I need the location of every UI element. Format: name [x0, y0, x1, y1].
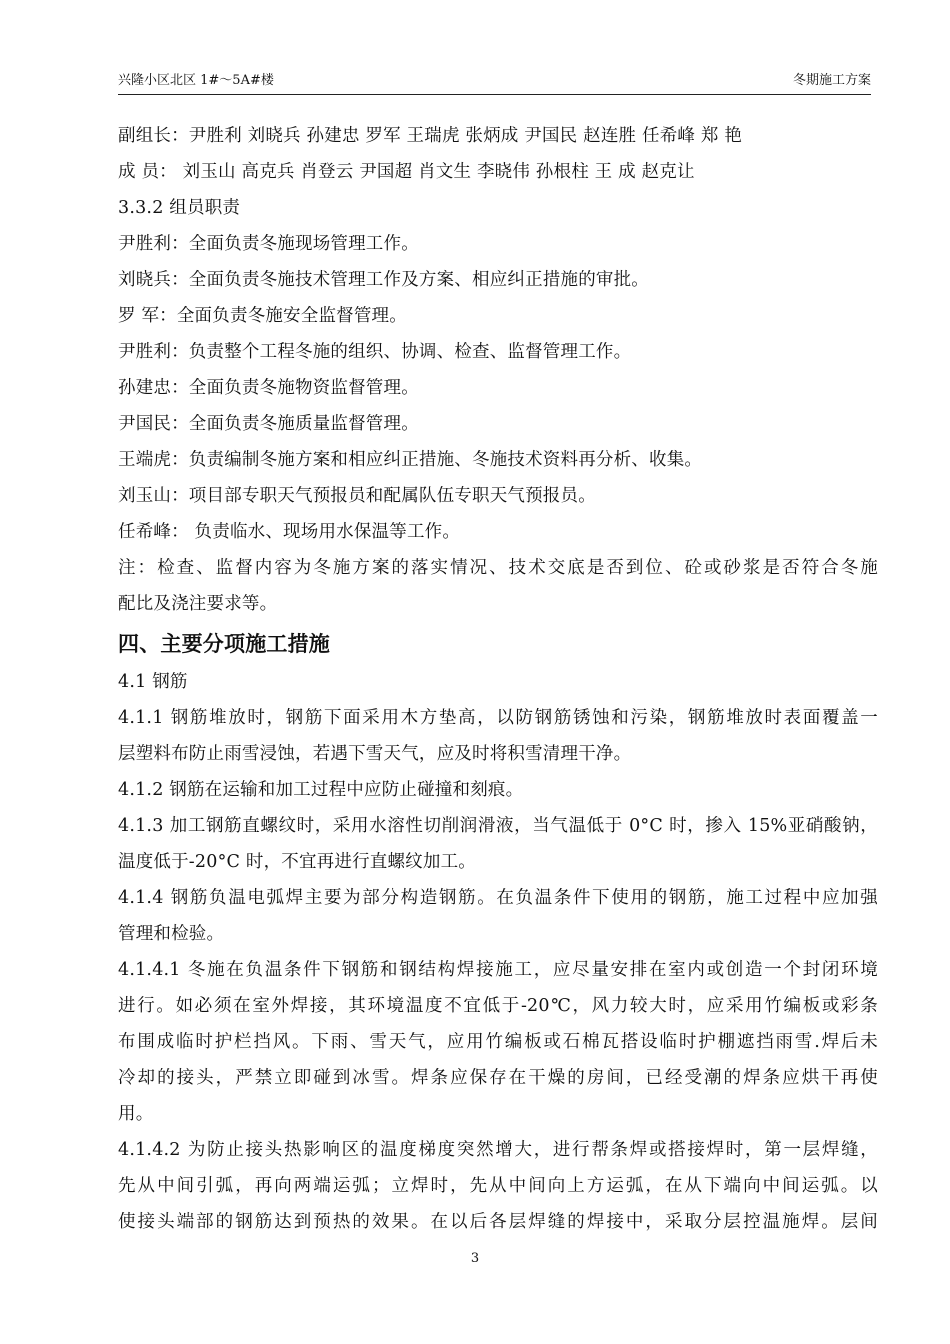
text-line: 布围成临时护栏挡风。下雨、雪天气，应用竹编板或石棉瓦搭设临时护棚遮挡雨雪.焊后未: [118, 1032, 878, 1052]
text-line: 温度低于-20°C 时，不宜再进行直螺纹加工。: [118, 852, 476, 872]
text-line: 刘晓兵：全面负责冬施技术管理工作及方案、相应纠正措施的审批。: [118, 270, 649, 290]
text-line: 4.1.4.2 为防止接头热影响区的温度梯度突然增大，进行帮条焊或搭接焊时，第一层焊缝，: [118, 1140, 878, 1160]
text-line: 管理和检验。: [118, 924, 225, 944]
text-line: 4.1.3 加工钢筋直螺纹时，采用水溶性切削润滑液，当气温低于 0°C 时，掺入 15%亚硝酸钠，: [118, 816, 878, 836]
text-line: 4.1.4.1 冬施在负温条件下钢筋和钢结构焊接施工，应尽量安排在室内或创造一个封闭环境: [118, 960, 878, 980]
text-line: 孙建忠：全面负责冬施物资监督管理。: [118, 378, 419, 398]
text-line: 4.1 钢筋: [118, 672, 188, 692]
text-line: 成 员： 刘玉山 高克兵 肖登云 尹国超 肖文生 李晓伟 孙根柱 王 成 赵克让: [118, 162, 695, 182]
text-line: 4.1.1 钢筋堆放时，钢筋下面采用木方垫高，以防钢筋锈蚀和污染，钢筋堆放时表面覆盖一: [118, 708, 878, 728]
header-project-name: 兴隆小区北区 1#～5A#楼: [118, 73, 274, 88]
text-line: 王端虎：负责编制冬施方案和相应纠正措施、冬施技术资料再分析、收集。: [118, 450, 703, 470]
text-line: 尹胜利：全面负责冬施现场管理工作。: [118, 234, 419, 254]
text-line: 配比及浇注要求等。: [118, 594, 278, 614]
header-document-title: 冬期施工方案: [792, 73, 871, 88]
text-line: 副组长：尹胜利 刘晓兵 孙建忠 罗军 王瑞虎 张炳成 尹国民 赵连胜 任希峰 郑 艳: [118, 126, 743, 146]
text-line: 进行。如必须在室外焊接，其环境温度不宜低于-20℃，风力较大时，应采用竹编板或彩条: [118, 996, 878, 1016]
text-line: 尹胜利：负责整个工程冬施的组织、协调、检查、监督管理工作。: [118, 342, 632, 362]
text-line: 任希峰： 负责临水、现场用水保温等工作。: [118, 522, 461, 542]
document-body: [118, 118, 878, 1240]
page-number: 3: [470, 1251, 480, 1266]
text-line: 用。: [118, 1104, 154, 1124]
text-line: 注：检查、监督内容为冬施方案的落实情况、技术交底是否到位、砼或砂浆是否符合冬施: [118, 558, 878, 578]
text-line: 冷却的接头，严禁立即碰到冰雪。焊条应保存在干燥的房间，已经受潮的焊条应烘干再使: [118, 1068, 878, 1088]
text-line: 尹国民：全面负责冬施质量监督管理。: [118, 414, 419, 434]
text-line: 层塑料布防止雨雪浸蚀，若遇下雪天气，应及时将积雪清理干净。: [118, 744, 632, 764]
text-line: 使接头端部的钢筋达到预热的效果。在以后各层焊缝的焊接中，采取分层控温施焊。层间: [118, 1212, 878, 1232]
text-line: 先从中间引弧，再向两端运弧；立焊时，先从中间向上方运弧，在从下端向中间运弧。以: [118, 1176, 878, 1196]
text-line: 4.1.4 钢筋负温电弧焊主要为部分构造钢筋。在负温条件下使用的钢筋，施工过程中应加强: [118, 888, 878, 908]
text-line: 刘玉山：项目部专职天气预报员和配属队伍专职天气预报员。: [118, 486, 596, 506]
page-header: [118, 72, 871, 95]
text-line: 4.1.2 钢筋在运输和加工过程中应防止碰撞和刻痕。: [118, 780, 524, 800]
text-line: 3.3.2 组员职责: [118, 198, 241, 218]
text-line: 罗 军：全面负责冬施安全监督管理。: [118, 306, 407, 326]
section-heading: 四、主要分项施工措施: [118, 632, 330, 656]
